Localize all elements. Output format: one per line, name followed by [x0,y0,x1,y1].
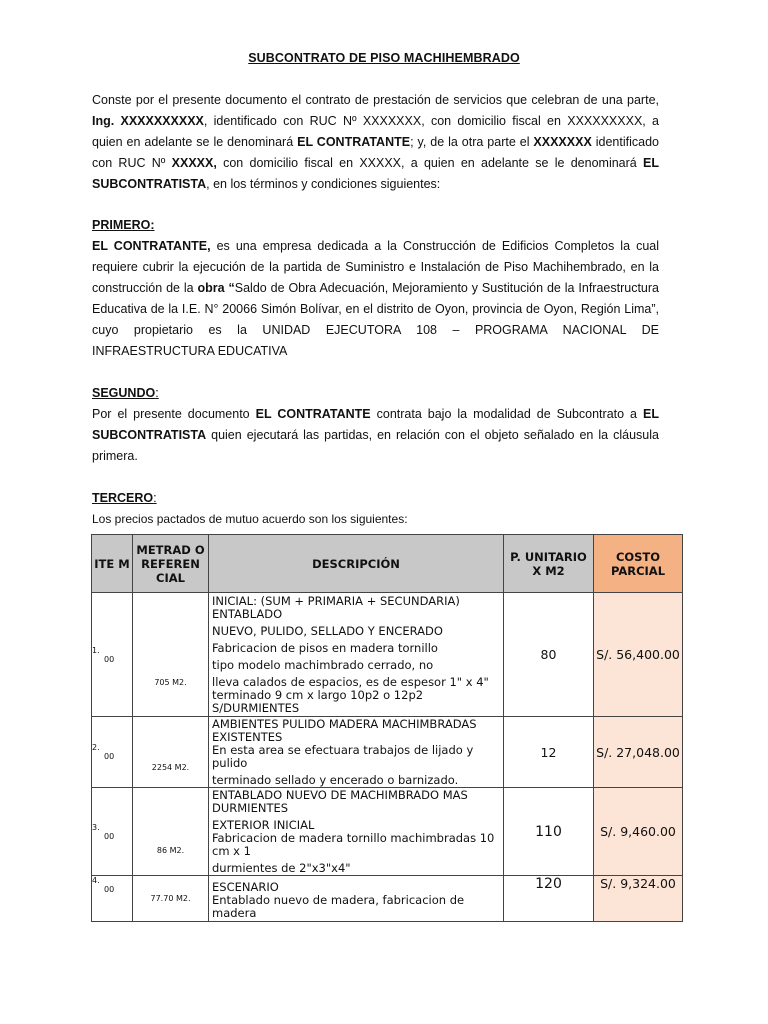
description-cell [209,788,504,876]
segundo-text-1: Por el presente documento [92,407,256,421]
prices-table [91,534,683,922]
description-line: AMBIENTES PULIDO MADERA MACHIMBRADAS EXISTENTES [212,716,477,744]
intro-text-6: , en los términos y condiciones siguientes: [206,177,441,191]
table-row [92,788,683,876]
primero-text-2: Saldo de Obra Adecuación, Mejoramiento y Sustitución de la Infraestructura Educativa de la I.E. N° 20066 Simón Bolívar, en el distrito de Oyon, provincia de Oyon, Región Lima”, cuyo propietario es la UNIDAD EJECUTORA 108 – PROGRAMA NACIONAL DE INFRAESTRUCTURA EDUCATIVA [92,281,660,358]
segundo-text-2: contrata bajo la modalidad de Subcontrato a [370,407,643,421]
tercero-heading [92,491,157,505]
header-item: ITE M [92,535,133,593]
intro-text-5: con domicilio fiscal en XXXXX, a quien en adelante se le denominará [216,156,644,170]
item-number-sub: 00 [104,752,115,761]
item-cell [92,593,133,717]
intro-text-3: ; y, de la otra parte el [410,135,534,149]
description-cell [209,876,504,922]
description-line: terminado sellado y encerado o barnizado. [212,772,459,787]
description-line: INICIAL: (SUM + PRIMARIA + SECUNDARIA) ENTABLADO [212,593,460,621]
cost-cell: S/. 9,324.00 [594,876,683,922]
tercero-intro: Los precios pactados de mutuo acuerdo son los siguientes: [92,512,408,526]
unit-price-cell: 80 [504,593,594,717]
description-line: EXTERIOR INICIAL [212,817,315,832]
segundo-contratante: EL CONTRATANTE [255,407,371,421]
item-number-sub: 00 [104,654,115,664]
item-number-sub: 00 [104,831,115,841]
description-cell [209,593,504,717]
segundo-subcontratista: EL SUBCONTRATISTA [92,407,659,442]
table-row [92,717,683,788]
unit-price-cell: 120 [504,876,594,922]
table-header-row [92,535,683,593]
segundo-heading-label: SEGUNDO [92,386,156,400]
primero-colon: : [150,218,155,232]
tercero-heading-label: TERCERO [92,491,154,505]
primero-heading [92,218,155,232]
description-cell [209,717,504,788]
primero-obra: obra “ [197,281,235,295]
tercero-colon: : [153,491,157,505]
description-line: ENTABLADO NUEVO DE MACHIMBRADO MAS DURMIENTES [212,787,468,815]
item-number-sub: 00 [104,885,115,894]
metrado-cell: 705 M2. [133,593,209,717]
item-number: 1. [92,645,100,655]
item-cell [92,788,133,876]
item-number: 2. [92,743,100,752]
intro-text-1: Conste por el presente documento el contrato de prestación de servicios que celebran de una parte, [92,93,659,107]
primero-contratante: EL CONTRATANTE, [92,239,211,253]
cost-cell: S/. 9,460.00 [594,788,683,876]
segundo-paragraph [92,404,659,467]
segundo-colon: : [155,386,159,400]
description-line: En esta area se efectuara trabajos de lijado y pulido [212,742,474,770]
item-number: 4. [92,876,100,885]
metrado-cell: 77.70 M2. [133,876,209,922]
description-line: Fabricacion de pisos en madera tornillo [212,640,438,655]
description-line: Fabricacion de madera tornillo machimbradas 10 cm x 1 [212,830,495,858]
metrado-cell: 86 M2. [133,788,209,876]
header-costo: COSTO PARCIAL [594,535,683,593]
primero-heading-label: PRIMERO [92,218,151,232]
item-cell [92,876,133,922]
contratante-term: EL CONTRATANTE [297,135,411,149]
item-number: 3. [92,822,100,832]
header-unitario: P. UNITARIO X M2 [504,535,594,593]
item-cell [92,717,133,788]
header-metrado: METRAD O REFEREN CIAL [133,535,209,593]
contractor-name: Ing. XXXXXXXXXX [92,114,204,128]
subcontractor-ruc: XXXXX, [171,156,217,170]
unit-price-cell: 110 [504,788,594,876]
metrado-cell: 2254 M2. [133,717,209,788]
subcontractor-name: XXXXXXX [533,135,592,149]
intro-text-4: identificado con RUC Nº [92,135,659,170]
description-line: tipo modelo machimbrado cerrado, no [212,657,434,672]
segundo-text-3: quien ejecutará las partidas, en relación con el objeto señalado en la cláusula primera. [92,428,659,463]
subcontratista-term: EL SUBCONTRATISTA [92,156,659,191]
description-line: ESCENARIO [212,879,279,894]
intro-text-2: , identificado con RUC Nº XXXXXXX, con domicilio fiscal en XXXXXXXXX, a quien en adelante se le denominará [92,114,659,149]
primero-text-1: es una empresa dedicada a la Construcción de Edificios Completos la cual requiere cubrir la ejecución de la partida de Suministro e Instalación de Piso Machihembrado, en la construcción de la [92,239,660,295]
primero-paragraph [92,236,659,362]
segundo-heading [92,386,159,400]
table-row [92,593,683,717]
intro-paragraph [92,90,659,195]
description-line: NUEVO, PULIDO, SELLADO Y ENCERADO [212,623,443,638]
description-line: Entablado nuevo de madera, fabricacion de madera [212,892,465,920]
header-descripcion: DESCRIPCIÓN [209,535,504,593]
cost-cell: S/. 27,048.00 [594,717,683,788]
description-line: durmientes de 2"x3"x4" [212,860,351,875]
document-title: SUBCONTRATO DE PISO MACHIHEMBRADO [248,51,520,65]
table-row [92,876,683,922]
cost-cell: S/. 56,400.00 [594,593,683,717]
description-line: lleva calados de espacios, es de espesor 1" x 4" terminado 9 cm x largo 10p2 o 12p2 S/DURMIENTES [212,674,489,715]
unit-price-cell: 12 [504,717,594,788]
